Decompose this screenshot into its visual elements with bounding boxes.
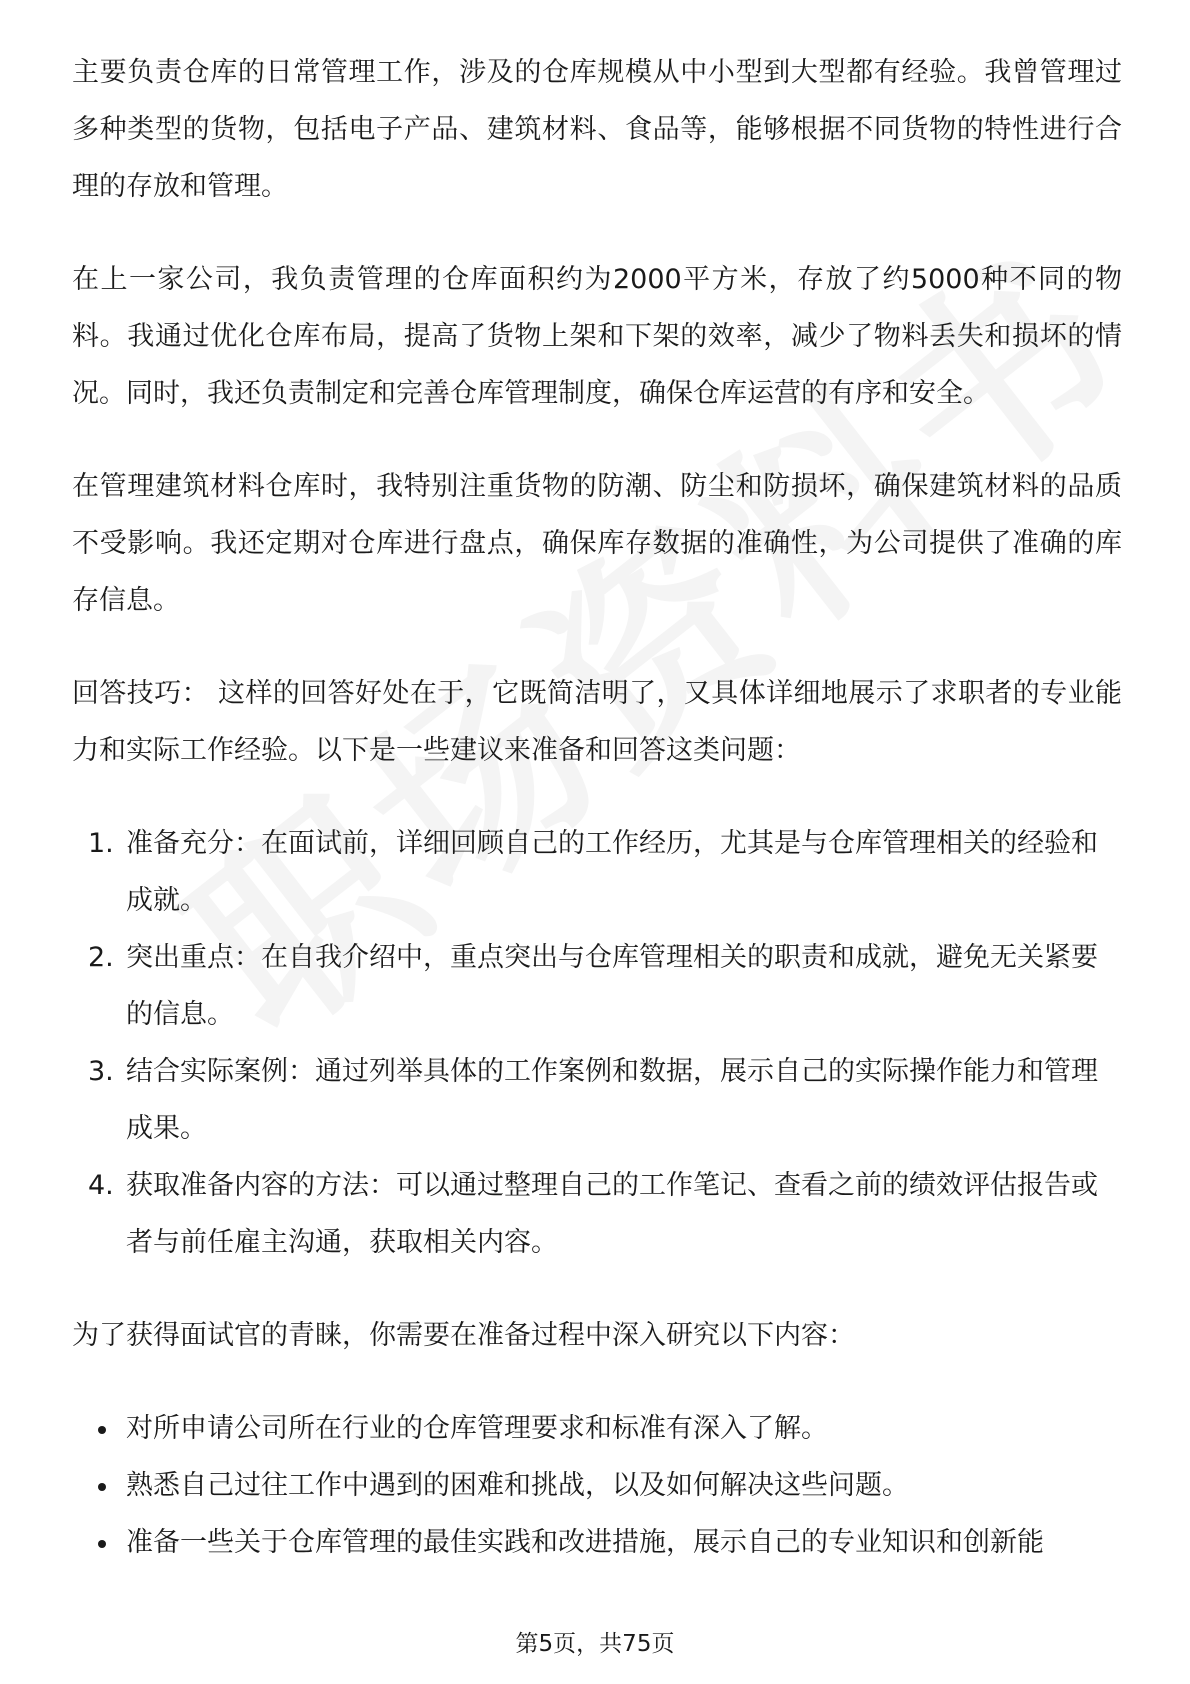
- list-item: [72, 1457, 1122, 1514]
- list-item-text: 准备一些关于仓库管理的最佳实践和改进措施，展示自己的专业知识和创新能: [126, 1527, 1044, 1558]
- paragraph-research-intro: 为了获得面试官的青睐，你需要在准备过程中深入研究以下内容：: [72, 1320, 855, 1351]
- page-footer: 第5页，共75页: [515, 1631, 675, 1657]
- list-item-number: 2.: [88, 942, 114, 973]
- list-item: [72, 815, 1122, 929]
- research-bullet-list: [72, 1400, 1122, 1571]
- list-item-number: 3.: [88, 1056, 114, 1087]
- list-item-text: 突出重点：在自我介绍中，重点突出与仓库管理相关的职责和成就，避免无关紧要的信息。: [126, 942, 1098, 1030]
- paragraph-previous-company: 在上一家公司，我负责管理的仓库面积约为2000平方米，存放了约5000种不同的物料。我通过优化仓库布局，提高了货物上架和下架的效率，减少了物料丢失和损坏的情况。同时，我还负责制定和完善仓库管理制度，确保仓库运营的有序和安全。: [72, 264, 1122, 409]
- list-item-text: 熟悉自己过往工作中遇到的困难和挑战，以及如何解决这些问题。: [126, 1470, 909, 1501]
- list-item-text: 结合实际案例：通过列举具体的工作案例和数据，展示自己的实际操作能力和管理成果。: [126, 1056, 1098, 1144]
- list-item: [72, 1043, 1122, 1157]
- list-item: [72, 1400, 1122, 1457]
- tips-numbered-list: [72, 815, 1122, 1271]
- paragraph-experience-overview: 主要负责仓库的日常管理工作，涉及的仓库规模从中小型到大型都有经验。我曾管理过多种类型的货物，包括电子产品、建筑材料、食品等，能够根据不同货物的特性进行合理的存放和管理。: [72, 57, 1122, 202]
- list-item-number: 1.: [88, 828, 114, 859]
- paragraph-answer-tips: 回答技巧： 这样的回答好处在于，它既简洁明了，又具体详细地展示了求职者的专业能力和实际工作经验。以下是一些建议来准备和回答这类问题：: [72, 678, 1122, 766]
- list-item: [72, 1514, 1122, 1571]
- list-item: [72, 929, 1122, 1043]
- list-item: [72, 1157, 1122, 1271]
- paragraph-building-materials: 在管理建筑材料仓库时，我特别注重货物的防潮、防尘和防损坏，确保建筑材料的品质不受影响。我还定期对仓库进行盘点，确保库存数据的准确性，为公司提供了准确的库存信息。: [72, 471, 1122, 616]
- list-item-number: 4.: [88, 1170, 114, 1201]
- list-item-text: 获取准备内容的方法：可以通过整理自己的工作笔记、查看之前的绩效评估报告或者与前任雇主沟通，获取相关内容。: [126, 1170, 1098, 1258]
- list-item-text: 准备充分：在面试前，详细回顾自己的工作经历，尤其是与仓库管理相关的经验和成就。: [126, 828, 1098, 916]
- list-item-text: 对所申请公司所在行业的仓库管理要求和标准有深入了解。: [126, 1413, 828, 1444]
- bullet-icon: [98, 1540, 106, 1548]
- bullet-icon: [98, 1426, 106, 1434]
- bullet-icon: [98, 1483, 106, 1491]
- document-body: [72, 44, 1122, 1571]
